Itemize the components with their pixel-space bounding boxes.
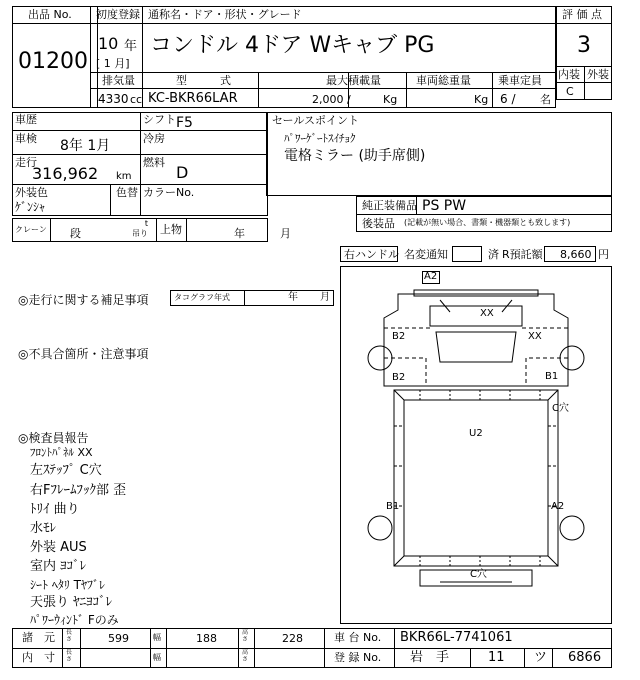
cargo-bed-outline	[394, 390, 558, 566]
inspection-label: 車検	[15, 132, 37, 145]
gvw-unit: Kg	[474, 93, 489, 106]
inspector-line: 室内 ﾖｺﾞﾚ	[30, 559, 87, 574]
max-load-label: 最大積載量	[326, 74, 381, 87]
damage-mark: B1	[545, 371, 559, 382]
damage-mark: XX	[480, 308, 494, 319]
max-load-unit: Kg	[383, 93, 398, 106]
tachograph-label: タコグラフ年式	[174, 293, 230, 302]
damage-mark: A2	[424, 271, 438, 282]
damage-mark: U2	[469, 428, 483, 439]
year-unit: 年	[124, 39, 138, 54]
inspector-line: 水ﾓﾚ	[30, 521, 57, 536]
mileage-label: 走行	[15, 156, 37, 169]
name-change-box	[452, 246, 482, 262]
inspector-line: 右Fﾌﾚｰﾑﾌｯｸ部 歪	[30, 483, 127, 498]
displacement-label: 排気量	[102, 74, 135, 87]
loading-label: 上物	[160, 223, 182, 236]
tachograph-month: 月	[320, 292, 330, 303]
interior-dims-label: 内 寸	[22, 651, 55, 664]
first-reg-label: 初度登録	[96, 8, 140, 21]
loading-year: 年	[234, 227, 245, 240]
damage-mark: B2	[392, 331, 406, 342]
tachograph-year: 年	[288, 292, 298, 303]
inspector-line: 左ｽﾃｯﾌﾟ C穴	[30, 463, 102, 478]
aftermarket-label: 後装品	[362, 217, 395, 230]
max-load: 2,000 /	[312, 93, 351, 106]
rear-right-wheel	[560, 516, 584, 540]
rear-left-wheel	[368, 516, 392, 540]
damage-mark: A2	[551, 501, 565, 512]
front-left-wheel	[368, 346, 392, 370]
recycle-label: R預託額	[502, 248, 543, 261]
recycle-amount: 8,660	[560, 248, 592, 261]
handle: 右ハンドル	[344, 248, 399, 261]
reg-area: 岩 手	[410, 650, 450, 665]
lot-no-label: 出品 No.	[28, 8, 72, 21]
score-label: 評 価 点	[562, 8, 602, 21]
sales-point-line1: ﾊﾟﾜｰｹﾞｰﾄｽｲﾁｮｸ	[284, 132, 356, 145]
gvw-label: 車両総重量	[416, 74, 471, 87]
capacity: 6 /	[500, 92, 516, 106]
capacity-label: 乗車定員	[498, 74, 542, 87]
recycle-prefix: 済	[488, 248, 499, 261]
first-reg-year: 10	[98, 34, 119, 53]
mileage-unit: km	[116, 171, 132, 182]
inspector-line: ﾄﾘｲ 曲り	[30, 502, 80, 517]
damage-mark: C穴	[552, 403, 569, 414]
loading-month: 月	[280, 227, 291, 240]
length: 599	[108, 632, 129, 645]
inspector-line: 外装 AUS	[30, 540, 87, 555]
damage-mark: B2	[392, 372, 406, 383]
inspector-line: 天張り ﾔﾆﾖｺﾞﾚ	[30, 595, 113, 610]
genuine-label: 純正装備品	[362, 199, 417, 212]
reg-number: 6866	[568, 650, 602, 665]
damage-mark: B1	[386, 501, 400, 512]
crane-label: クレーン	[15, 225, 47, 234]
damage-mark: C穴	[470, 569, 487, 580]
ext-color-label: 外装色	[15, 186, 48, 199]
name-change-label: 名変通知	[404, 248, 448, 261]
height-label: 高 さ	[242, 629, 249, 643]
front-right-wheel	[560, 346, 584, 370]
lot-no: 01200	[18, 49, 88, 74]
crane-hang: t 吊り	[132, 219, 148, 238]
reg-kana: ツ	[534, 650, 548, 665]
damage-mark: XX	[528, 331, 542, 342]
defects-label: ◎不具合箇所・注意事項	[18, 347, 149, 361]
shift-label: シフト	[143, 113, 176, 126]
car-name-label: 通称名・ドア・形状・グレード	[148, 8, 302, 21]
shift: F5	[176, 115, 193, 131]
inspector-line: ﾊﾟﾜｰｳｨﾝﾄﾞ Fのみ	[30, 613, 119, 627]
score: 3	[577, 33, 591, 58]
color-no-label: 色替	[116, 186, 138, 199]
sales-point-label: セールスポイント	[272, 114, 360, 127]
inspector-label: ◎検査員報告	[18, 431, 89, 445]
chassis-label: 車 台 No.	[334, 631, 382, 644]
inspector-line: ﾌﾛﾝﾄﾊﾟﾈﾙ XX	[30, 446, 93, 459]
displacement-unit: cc	[130, 93, 143, 106]
exterior-label: 外装	[587, 68, 609, 81]
chassis-no: BKR66L-7741061	[400, 630, 513, 645]
genuine: PS PW	[422, 198, 467, 214]
model: KC-BKR66LAR	[148, 91, 238, 106]
sales-point-line2: 電格ミラー (助手席側)	[284, 148, 426, 164]
length-label: 長 さ	[66, 629, 73, 643]
capacity-unit: 名	[540, 93, 551, 106]
car-name: コンドル 4ドア Wキャブ PG	[150, 33, 435, 58]
width: 188	[196, 632, 217, 645]
history-label: 車歴	[15, 113, 37, 126]
fuel: D	[176, 163, 189, 182]
displacement: 4330	[98, 92, 129, 106]
width-label-2: 幅	[153, 653, 161, 662]
model-label: 型 式	[176, 74, 231, 87]
specs-label: 諸 元	[22, 631, 55, 644]
width-label: 幅	[153, 633, 161, 642]
inspection: 8年 1月	[60, 138, 111, 154]
color-no-label2: カラーNo.	[143, 186, 195, 199]
interior-grade: C	[566, 85, 574, 98]
mileage: 316,962	[32, 164, 99, 183]
first-reg-month: [ 1 月]	[96, 57, 130, 70]
aftermarket-note: (記載が無い場合、書類・機器類とも致します)	[404, 218, 571, 227]
supplement-label: ◎走行に関する補足事項	[18, 293, 149, 307]
fuel-label: 燃料	[143, 156, 165, 169]
height-label-2: 高 さ	[242, 649, 249, 663]
crane-steps: 段	[70, 227, 81, 240]
length-label-2: 長 さ	[66, 649, 73, 663]
ac-label: 冷房	[143, 132, 165, 145]
ext-color: ｹﾞﾝｼｬ	[15, 200, 46, 214]
height: 228	[282, 632, 303, 645]
inspector-line: ｼｰﾄ ﾍﾀﾘ Tﾔﾌﾞﾚ	[30, 578, 105, 592]
interior-label: 内装	[558, 68, 580, 81]
reg-class: 11	[488, 650, 505, 665]
reg-label: 登 録 No.	[334, 651, 382, 664]
yen-unit: 円	[598, 248, 609, 261]
